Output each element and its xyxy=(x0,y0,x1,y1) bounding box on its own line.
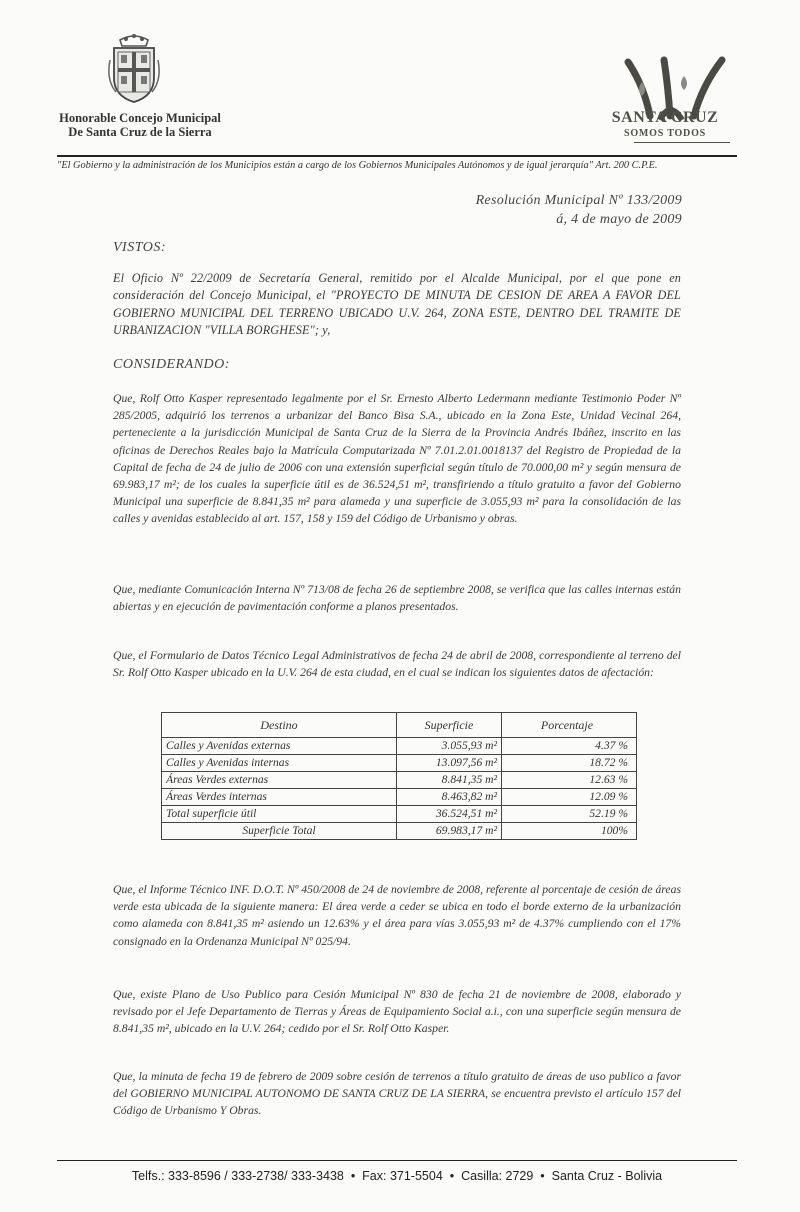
table-row xyxy=(162,772,637,789)
footer-casilla: Casilla: 2729 xyxy=(461,1169,534,1183)
considerando-paragraph-3: Que, el Formulario de Datos Técnico Legal Administrativos de fecha 24 de abril de 2008, correspondiente al terreno del Sr. Rolf Otto Kasper ubicado en la U.V. 264 de esta ciudad, en el cual se indican los siguientes datos de afectación: xyxy=(113,649,681,680)
table-header-cell: Destino xyxy=(162,713,397,738)
table-header-row xyxy=(162,713,637,738)
table-cell: 100% xyxy=(502,823,637,840)
affectation-table xyxy=(161,712,637,840)
vistos-heading: VISTOS: xyxy=(113,240,167,255)
plano-uso-publico-paragraph: Que, existe Plano de Uso Publico para Cesión Municipal Nº 830 de fecha 21 de noviembre de 2008, elaborado y revisado por el Jefe Departamento de Tierras y Áreas de Equipamiento Social a.i., con una superficie según mensura de 8.841,35 m², ubicado en la U.V. 264; cedido por el Sr. Rolf Otto Kasper. xyxy=(113,988,681,1036)
table-row xyxy=(162,755,637,772)
considerando-paragraph-1: Que, Rolf Otto Kasper representado legalmente por el Sr. Ernesto Alberto Ledermann mediante Testimonio Poder Nº 285/2005, adquirió los terrenos a urbanizar del Banco Bisa S.A., ubicado en la Zona Este, Unidad Vecinal 264, perteneciente a la jurisdicción Municipal de Santa Cruz de la Sierra de la Provincia Andrés Ibáñez, inscrito en las oficinas de Derechos Reales bajo la Matrícula Computarizada Nº 7.01.2.01.0018137 del Registro de Propiedad de la Capital de fecha de 24 de julio de 2006 con una extensión superficial según título de 70.000,00 m² y según mensura de 69.983,17 m²; de los cuales la superficie útil es de 36.524,51 m², transfiriendo a título gratuito a favor del Gobierno Municipal una superficie de 8.841,35 m² para alameda y una superficie de 3.055,93 m² para la consolidación de las calles y avenidas establecido al art. 157, 158 y 159 del Código de Urbanismo y obras. xyxy=(113,392,681,526)
table-cell: 52.19 % xyxy=(502,806,637,823)
table-cell: Calles y Avenidas internas xyxy=(162,755,397,772)
table-cell: 13.097,56 m² xyxy=(397,755,502,772)
considerando-paragraph-2: Que, mediante Comunicación Interna Nº 713/08 de fecha 26 de septiembre 2008, se verifica que las calles internas están abiertas y en ejecución de pavimentación conforme a planos presentados. xyxy=(113,583,681,614)
table-cell: Superficie Total xyxy=(162,823,397,840)
council-line-1: Honorable Concejo Municipal xyxy=(59,111,221,125)
council-name xyxy=(40,111,240,139)
brand-underline xyxy=(634,142,730,143)
table-row xyxy=(162,738,637,755)
footer-fax: Fax: 371-5504 xyxy=(362,1169,443,1183)
footer-city: Santa Cruz - Bolivia xyxy=(551,1169,663,1183)
table-row-total xyxy=(162,823,637,840)
table-cell: 12.63 % xyxy=(502,772,637,789)
table-cell: 36.524,51 m² xyxy=(397,806,502,823)
minuta-paragraph: Que, la minuta de fecha 19 de febrero de 2009 sobre cesión de terrenos a título gratuito de áreas de uso publico a favor del GOBIERNO MUNICIPAL AUTONOMO DE SANTA CRUZ DE LA SIERRA, se encuentra previsto el artículo 157 del Código de Urbanismo Y Obras. xyxy=(113,1070,681,1118)
table-cell: 18.72 % xyxy=(502,755,637,772)
coat-of-arms-logo xyxy=(106,30,162,104)
resolution-number: Resolución Municipal Nº 133/2009 xyxy=(475,193,682,208)
bullet-icon: • xyxy=(350,1169,356,1183)
considerando-heading: CONSIDERANDO: xyxy=(113,357,230,372)
brand-tagline: SOMOS TODOS xyxy=(623,128,707,139)
table-cell: 12.09 % xyxy=(502,789,637,806)
footer-rule xyxy=(57,1160,737,1161)
table-cell: 8.463,82 m² xyxy=(397,789,502,806)
table-header-cell: Superficie xyxy=(397,713,502,738)
table-row xyxy=(162,789,637,806)
bullet-icon: • xyxy=(449,1169,455,1183)
table-cell: Calles y Avenidas externas xyxy=(162,738,397,755)
resolution-date: á, 4 de mayo de 2009 xyxy=(556,212,682,227)
table-cell: Áreas Verdes externas xyxy=(162,772,397,789)
table-cell: 3.055,93 m² xyxy=(397,738,502,755)
bullet-icon: • xyxy=(540,1169,545,1183)
table-cell: Áreas Verdes internas xyxy=(162,789,397,806)
constitutional-motto: "El Gobierno y la administración de los Municipios están a cargo de los Gobiernos Municipales Autónomos y de igual jerarquía" Art. 200 C.P.E. xyxy=(57,160,658,171)
table-cell: Total superficie útil xyxy=(162,806,397,823)
footer-contact xyxy=(57,1169,737,1183)
council-line-2: De Santa Cruz de la Sierra xyxy=(68,125,212,139)
table-row xyxy=(162,806,637,823)
brand-name: SANTA CRUZ xyxy=(611,109,719,126)
table-header-cell: Porcentaje xyxy=(502,713,637,738)
informe-tecnico-paragraph: Que, el Informe Técnico INF. D.O.T. Nº 450/2008 de 24 de noviembre de 2008, referente al porcentaje de cesión de áreas verde esta ubicada de la siguiente manera: El área verde a ceder se ubica en todo el borde externo de la urbanización como alameda con 8.841,35 m² asiendo un 12.63% y el área para vías 3.055,93 m² de 4.37% cumpliendo con el 17% consignado en la Ordenanza Municipal Nº 025/94. xyxy=(113,883,681,948)
table-cell: 8.841,35 m² xyxy=(397,772,502,789)
table-cell: 69.983,17 m² xyxy=(397,823,502,840)
vistos-paragraph: El Oficio Nº 22/2009 de Secretaría General, remitido por el Alcalde Municipal, por el que pone en consideración del Concejo Municipal, el "PROYECTO DE MINUTA DE CESION DE AREA A FAVOR DEL GOBIERNO MUNICIPAL DEL TERRENO UBICADO U.V. 264, ZONA ESTE, DENTRO DEL TRAMITE DE URBANIZACION "VILLA BORGHESE"; y, xyxy=(113,271,681,338)
header-rule xyxy=(57,155,737,157)
footer-phones: Telfs.: 333-8596 / 333-2738/ 333-3438 xyxy=(131,1169,344,1183)
table-cell: 4.37 % xyxy=(502,738,637,755)
